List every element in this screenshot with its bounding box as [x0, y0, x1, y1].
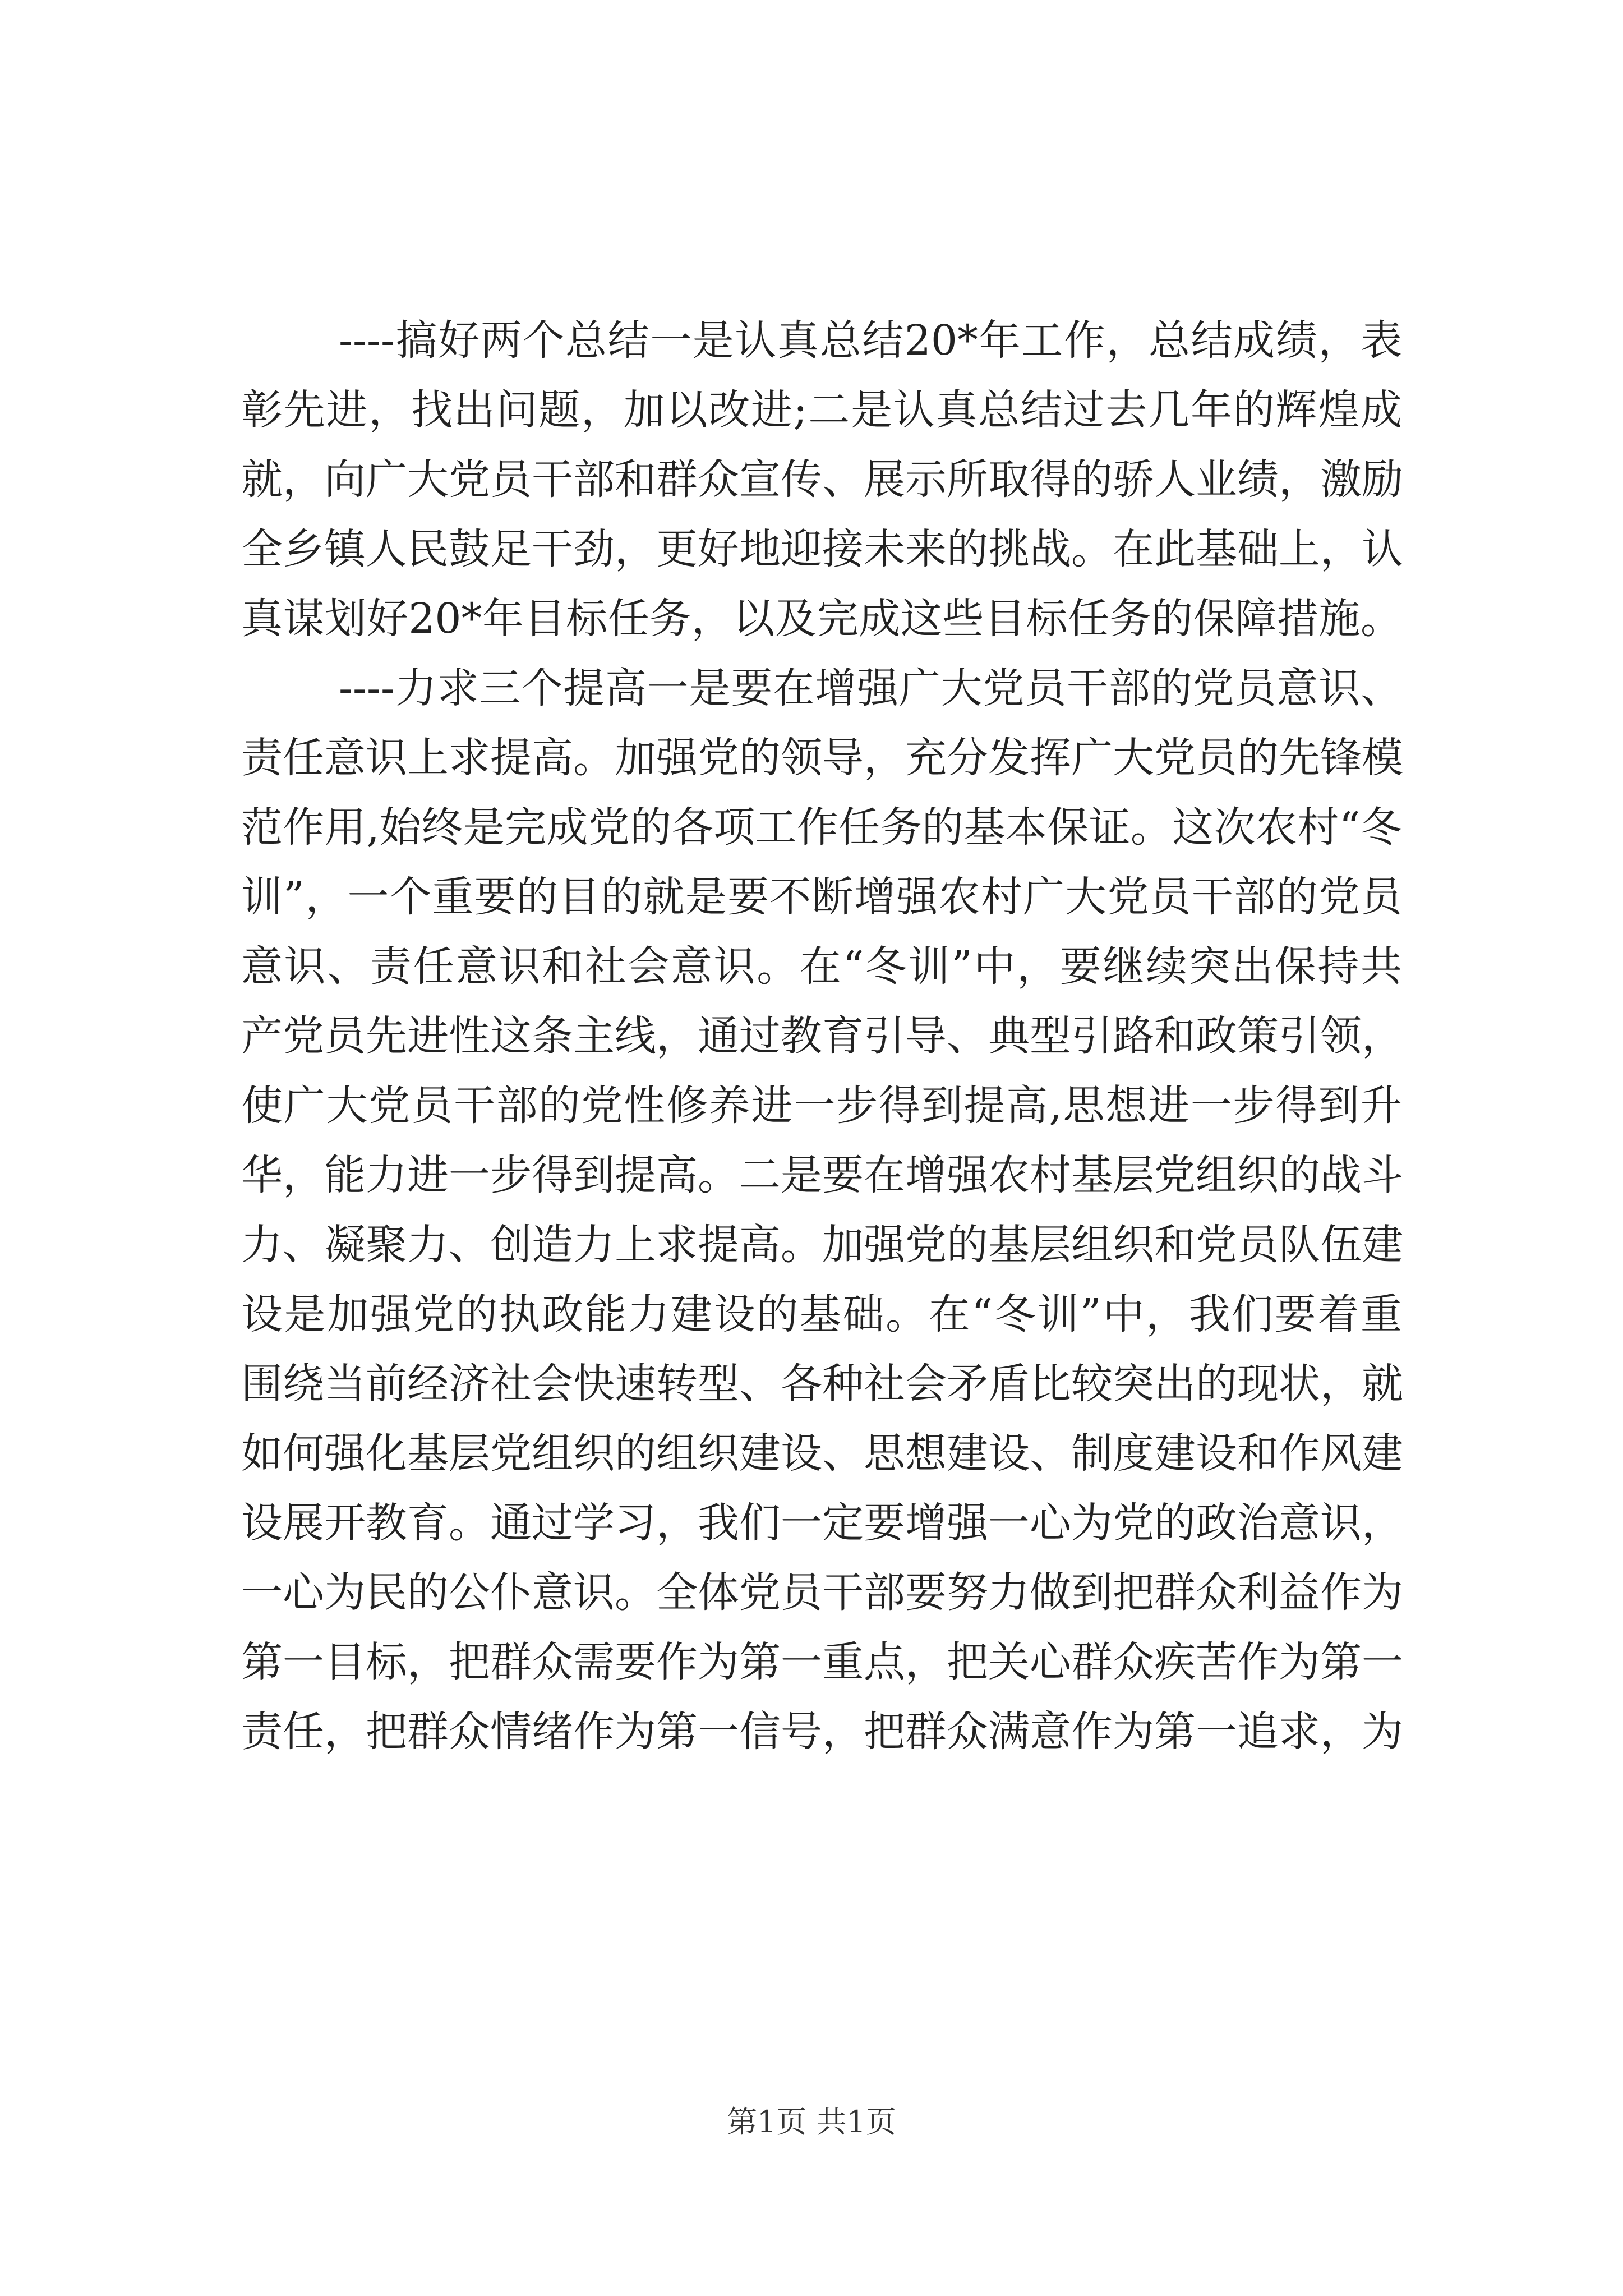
text-line: 训”，一个重要的目的就是要不断增强农村广大党员干部的党员 [241, 873, 1402, 921]
paragraph-2 [241, 654, 1402, 1766]
text-line: 范作用,始终是完成党的各项工作任务的基本保证。这次农村“冬 [241, 803, 1402, 852]
text-line: ----力求三个提高一是要在增强广大党员干部的党员意识、 [339, 664, 1402, 712]
text-line: 产党员先进性这条主线，通过教育引导、典型引路和政策引领， [241, 1012, 1403, 1060]
text-line: 责任意识上求提高。加强党的领导，充分发挥广大党员的先锋模 [241, 734, 1403, 782]
text-line: 使广大党员干部的党性修养进一步得到提高,思想进一步得到升 [241, 1082, 1402, 1130]
text-line: 一心为民的公仆意识。全体党员干部要努力做到把群众利益作为 [241, 1568, 1403, 1617]
text-line: 全乡镇人民鼓足干劲，更好地迎接未来的挑战。在此基础上，认 [241, 525, 1403, 573]
text-line: ----搞好两个总结一是认真总结20*年工作，总结成绩，表 [339, 316, 1402, 365]
text-line: 意识、责任意识和社会意识。在“冬训”中，要继续突出保持共 [241, 942, 1402, 991]
text-line: 真谋划好20*年目标任务，以及完成这些目标任务的保障措施。 [241, 595, 1402, 643]
document-body [241, 306, 1402, 1766]
paragraph-1 [241, 306, 1402, 654]
text-line: 设是加强党的执政能力建设的基础。在“冬训”中，我们要着重 [241, 1290, 1402, 1338]
page-footer [0, 2098, 1623, 2141]
text-line: 力、凝聚力、创造力上求提高。加强党的基层组织和党员队伍建 [241, 1221, 1403, 1269]
text-line: 责任，把群众情绪作为第一信号，把群众满意作为第一追求，为 [241, 1708, 1403, 1756]
page-number-label: 第1页 共1页 [727, 2104, 896, 2139]
text-line: 第一目标，把群众需要作为第一重点，把关心群众疾苦作为第一 [241, 1638, 1403, 1686]
text-line: 如何强化基层党组织的组织建设、思想建设、制度建设和作风建 [241, 1429, 1403, 1478]
text-line: 华，能力进一步得到提高。二是要在增强农村基层党组织的战斗 [241, 1151, 1403, 1199]
text-line: 围绕当前经济社会快速转型、各种社会矛盾比较突出的现状，就 [241, 1360, 1403, 1408]
text-line: 彰先进，找出问题，加以改进;二是认真总结过去几年的辉煌成 [241, 386, 1402, 434]
text-line: 设展开教育。通过学习，我们一定要增强一心为党的政治意识， [241, 1499, 1403, 1547]
text-line: 就，向广大党员干部和群众宣传、展示所取得的骄人业绩，激励 [241, 455, 1403, 504]
